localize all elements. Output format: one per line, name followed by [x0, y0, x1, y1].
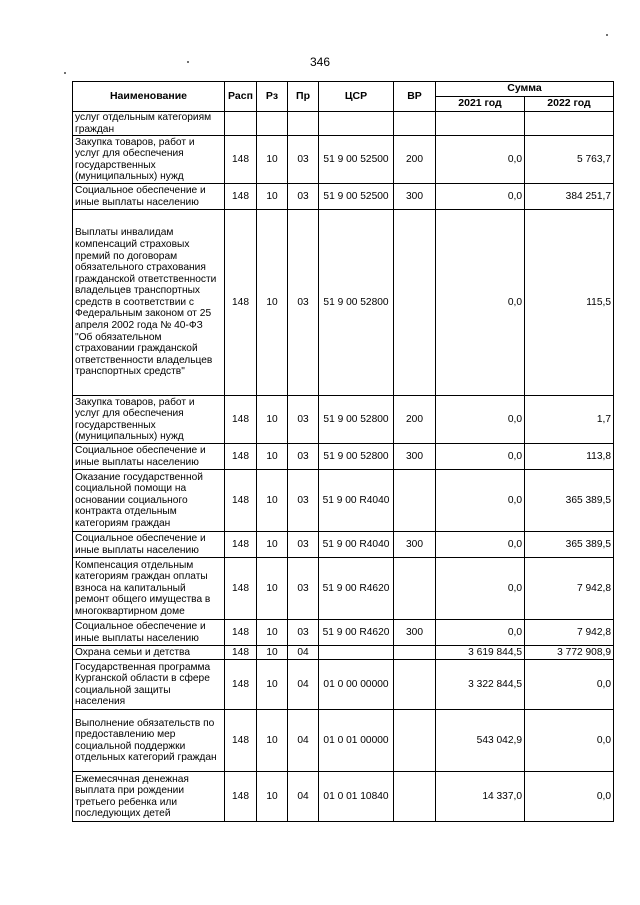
row-sum-2021: [436, 112, 525, 136]
row-vr: [394, 470, 436, 532]
row-sum-2021: 3 619 844,5: [436, 646, 525, 660]
row-vr: 200: [394, 136, 436, 184]
row-rz: 10: [257, 444, 288, 470]
row-vr: 200: [394, 396, 436, 444]
row-vr: [394, 772, 436, 822]
row-csr: 51 9 00 52800: [319, 444, 394, 470]
row-rz: 10: [257, 184, 288, 210]
row-rz: 10: [257, 136, 288, 184]
row-csr: 51 9 00 R4620: [319, 558, 394, 620]
header-2021: 2021 год: [436, 97, 525, 112]
row-rz: 10: [257, 772, 288, 822]
row-csr: 51 9 00 R4040: [319, 532, 394, 558]
row-name: Ежемесячная денежная выплата при рождении третьего ребенка или последующих детей: [73, 772, 225, 822]
row-rasp: [225, 112, 257, 136]
row-rasp: 148: [225, 210, 257, 396]
row-sum-2021: 543 042,9: [436, 710, 525, 772]
row-pr: 03: [288, 396, 319, 444]
row-rz: 10: [257, 646, 288, 660]
row-rasp: 148: [225, 532, 257, 558]
row-csr: [319, 646, 394, 660]
row-name: Охрана семьи и детства: [73, 646, 225, 660]
row-vr: [394, 660, 436, 710]
scan-speck: [606, 34, 608, 36]
row-vr: [394, 646, 436, 660]
row-sum-2022: 0,0: [525, 660, 614, 710]
header-rasp: Расп: [225, 82, 257, 112]
row-rasp: 148: [225, 620, 257, 646]
row-csr: 01 0 01 10840: [319, 772, 394, 822]
row-sum-2022: 3 772 908,9: [525, 646, 614, 660]
row-csr: 51 9 00 52500: [319, 136, 394, 184]
row-sum-2022: 0,0: [525, 772, 614, 822]
row-vr: [394, 710, 436, 772]
row-sum-2021: 0,0: [436, 558, 525, 620]
row-name: Компенсация отдельным категориям граждан оплаты взноса на капитальный ремонт общего имущества в многоквартирном доме: [73, 558, 225, 620]
row-rz: [257, 112, 288, 136]
header-name: Наименование: [73, 82, 225, 112]
row-pr: 04: [288, 710, 319, 772]
row-vr: 300: [394, 620, 436, 646]
table-row: [73, 444, 614, 470]
row-rasp: 148: [225, 444, 257, 470]
row-rasp: 148: [225, 710, 257, 772]
row-name: Социальное обеспечение и иные выплаты населению: [73, 444, 225, 470]
row-rz: 10: [257, 396, 288, 444]
row-name: Социальное обеспечение и иные выплаты населению: [73, 532, 225, 558]
row-rz: 10: [257, 532, 288, 558]
table-row: [73, 184, 614, 210]
row-sum-2022: 365 389,5: [525, 470, 614, 532]
row-sum-2021: 3 322 844,5: [436, 660, 525, 710]
budget-table: [72, 81, 614, 822]
row-pr: 04: [288, 772, 319, 822]
row-rasp: 148: [225, 660, 257, 710]
row-name: Оказание государственной социальной помощи на основании социального контракта отдельным категориям граждан: [73, 470, 225, 532]
table-row: [73, 646, 614, 660]
row-sum-2022: 1,7: [525, 396, 614, 444]
row-vr: [394, 210, 436, 396]
row-pr: 03: [288, 558, 319, 620]
row-vr: 300: [394, 444, 436, 470]
row-pr: 03: [288, 184, 319, 210]
row-sum-2022: 5 763,7: [525, 136, 614, 184]
row-rz: 10: [257, 470, 288, 532]
header-pr: Пр: [288, 82, 319, 112]
row-name: Закупка товаров, работ и услуг для обеспечения государственных (муниципальных) нужд: [73, 396, 225, 444]
row-sum-2021: 0,0: [436, 396, 525, 444]
table-row: [73, 710, 614, 772]
row-name: Выполнение обязательств по предоставлению мер социальной поддержки отдельных категорий граждан: [73, 710, 225, 772]
row-pr: [288, 112, 319, 136]
row-sum-2021: 0,0: [436, 210, 525, 396]
table-row: [73, 112, 614, 136]
row-csr: 01 0 01 00000: [319, 710, 394, 772]
row-pr: 03: [288, 470, 319, 532]
row-sum-2022: 113,8: [525, 444, 614, 470]
row-rasp: 148: [225, 772, 257, 822]
row-sum-2021: 0,0: [436, 620, 525, 646]
row-vr: 300: [394, 532, 436, 558]
row-csr: 51 9 00 52500: [319, 184, 394, 210]
row-sum-2021: 14 337,0: [436, 772, 525, 822]
row-vr: 300: [394, 184, 436, 210]
table-row: [73, 210, 614, 396]
row-rasp: 148: [225, 558, 257, 620]
header-rz: Рз: [257, 82, 288, 112]
row-rasp: 148: [225, 136, 257, 184]
scan-speck: [187, 61, 189, 63]
table-row: [73, 470, 614, 532]
row-name: услуг отдельным категориям граждан: [73, 112, 225, 136]
row-sum-2022: [525, 112, 614, 136]
row-pr: 03: [288, 532, 319, 558]
table-row: [73, 396, 614, 444]
header-2022: 2022 год: [525, 97, 614, 112]
row-vr: [394, 112, 436, 136]
row-rz: 10: [257, 558, 288, 620]
row-csr: 51 9 00 52800: [319, 210, 394, 396]
row-sum-2022: 7 942,8: [525, 558, 614, 620]
row-sum-2021: 0,0: [436, 184, 525, 210]
row-csr: 01 0 00 00000: [319, 660, 394, 710]
row-vr: [394, 558, 436, 620]
row-sum-2022: 115,5: [525, 210, 614, 396]
row-rz: 10: [257, 210, 288, 396]
row-sum-2022: 0,0: [525, 710, 614, 772]
row-name: Выплаты инвалидам компенсаций страховых премий по договорам обязательного страхования гражданской ответственности владельцев транспортных средств в соответствии с Федеральным законом от 25 апреля 2002 года № 40-ФЗ "Об обязательном страховании гражданской ответственности владельцев транспортных средств": [73, 210, 225, 396]
row-pr: 03: [288, 620, 319, 646]
row-rz: 10: [257, 710, 288, 772]
row-name: Социальное обеспечение и иные выплаты населению: [73, 620, 225, 646]
row-csr: [319, 112, 394, 136]
row-rasp: 148: [225, 646, 257, 660]
page-number: 346: [309, 55, 331, 69]
row-rz: 10: [257, 620, 288, 646]
row-sum-2022: 7 942,8: [525, 620, 614, 646]
row-name: Закупка товаров, работ и услуг для обеспечения государственных (муниципальных) нужд: [73, 136, 225, 184]
table-row: [73, 660, 614, 710]
row-csr: 51 9 00 52800: [319, 396, 394, 444]
table-row: [73, 532, 614, 558]
table-row: [73, 772, 614, 822]
row-pr: 04: [288, 646, 319, 660]
row-rasp: 148: [225, 396, 257, 444]
row-pr: 03: [288, 210, 319, 396]
header-vr: ВР: [394, 82, 436, 112]
row-rasp: 148: [225, 184, 257, 210]
table-row: [73, 558, 614, 620]
row-name: Государственная программа Курганской области в сфере социальной защиты населения: [73, 660, 225, 710]
header-sum: Сумма: [436, 82, 614, 97]
row-csr: 51 9 00 R4620: [319, 620, 394, 646]
row-pr: 04: [288, 660, 319, 710]
table-row: [73, 136, 614, 184]
table-row: [73, 620, 614, 646]
row-sum-2022: 384 251,7: [525, 184, 614, 210]
row-sum-2021: 0,0: [436, 532, 525, 558]
row-csr: 51 9 00 R4040: [319, 470, 394, 532]
row-rz: 10: [257, 660, 288, 710]
header-csr: ЦСР: [319, 82, 394, 112]
row-rasp: 148: [225, 470, 257, 532]
row-sum-2021: 0,0: [436, 136, 525, 184]
row-sum-2022: 365 389,5: [525, 532, 614, 558]
scan-speck: [64, 72, 66, 74]
row-sum-2021: 0,0: [436, 444, 525, 470]
row-pr: 03: [288, 136, 319, 184]
row-pr: 03: [288, 444, 319, 470]
row-name: Социальное обеспечение и иные выплаты населению: [73, 184, 225, 210]
row-sum-2021: 0,0: [436, 470, 525, 532]
